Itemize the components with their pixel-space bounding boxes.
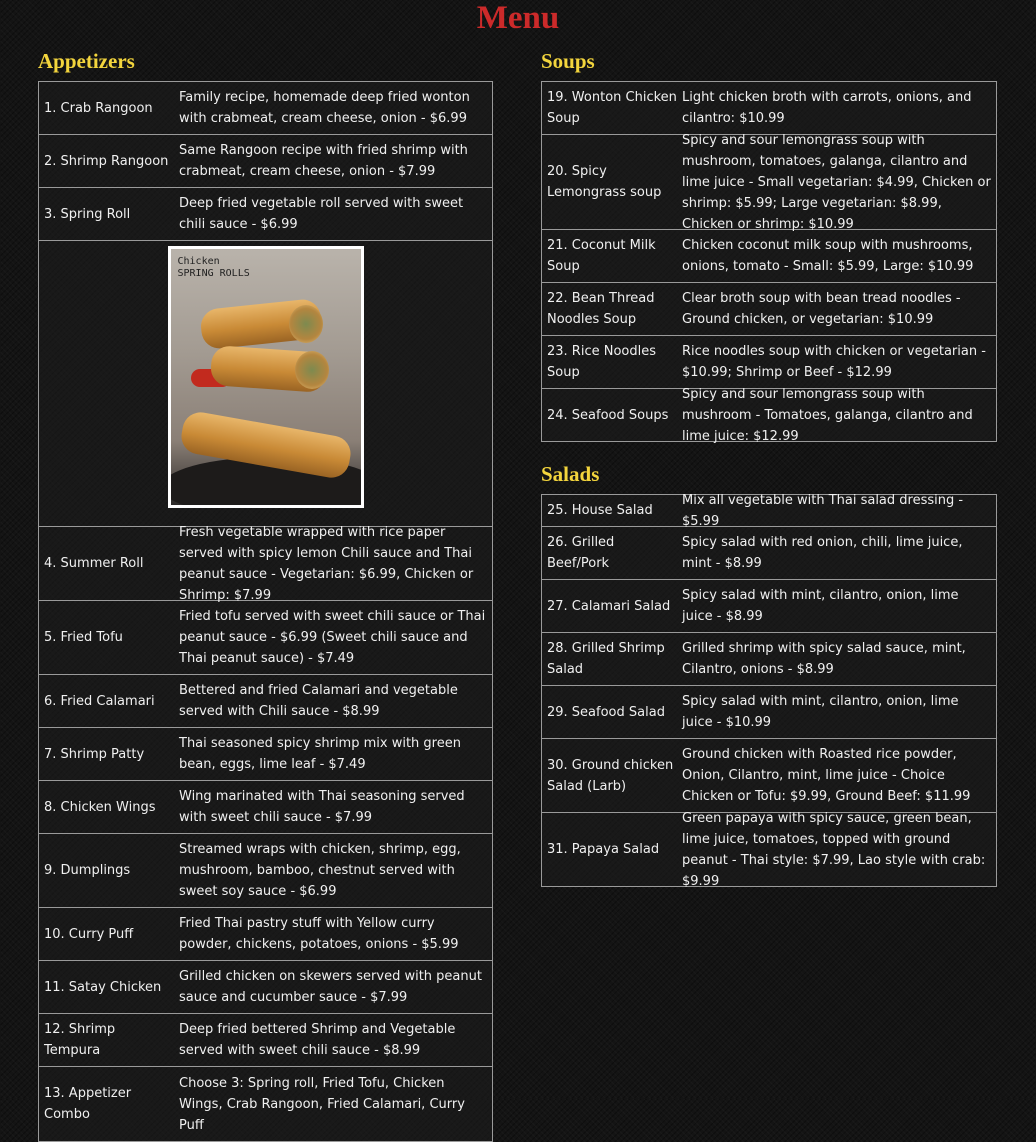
item-description: Mix all vegetable with Thai salad dressing - $5.99 (682, 492, 964, 529)
item-description: Bettered and fried Calamari and vegetable served with Chili sauce - $8.99 (179, 683, 458, 719)
item-description: Fried Thai pastry stuff with Yellow curry powder, chickens, potatoes, onions - $5.99 (179, 916, 459, 952)
menu-row (39, 961, 492, 1014)
item-name: 4. Summer Roll (44, 556, 144, 571)
item-name: 21. Coconut Milk Soup (547, 238, 656, 274)
menu-row (39, 781, 492, 834)
item-name: 1. Crab Rangoon (44, 100, 153, 116)
item-name: 6. Fried Calamari (44, 693, 155, 709)
item-description: Rice noodles soup with chicken or vegetarian - $10.99; Shrimp or Beef - $12.99 (682, 344, 986, 380)
roll-filling-shape (295, 351, 329, 389)
salads-heading: Salads (541, 462, 600, 486)
menu-row (39, 834, 492, 908)
item-name: 12. Shrimp Tempura (44, 1022, 116, 1058)
menu-row (542, 633, 996, 686)
roll-filling-shape (289, 305, 323, 343)
menu-row (39, 675, 492, 728)
item-name: 27. Calamari Salad (547, 598, 671, 614)
item-name: 7. Shrimp Patty (44, 746, 145, 762)
item-description: Spicy salad with mint, cilantro, onion, lime juice - $10.99 (682, 694, 959, 730)
spring-roll-photo-row (39, 241, 492, 527)
item-description: Clear broth soup with bean tread noodles - Ground chicken, or vegetarian: $10.99 (682, 291, 961, 327)
appetizers-heading: Appetizers (38, 49, 135, 73)
item-description: Streamed wraps with chicken, shrimp, egg, mushroom, bamboo, chestnut served with sweet soy sauce - $6.99 (179, 842, 461, 899)
appetizers-section (38, 46, 493, 1142)
spring-roll-photo (168, 246, 364, 508)
menu-row (39, 1014, 492, 1067)
item-description: Light chicken broth with carrots, onions, and cilantro: $10.99 (682, 90, 972, 126)
menu-row (39, 908, 492, 961)
appetizers-table (38, 81, 493, 1142)
item-name: 25. House Salad (547, 503, 653, 518)
item-description: Choose 3: Spring roll, Fried Tofu, Chicken Wings, Crab Rangoon, Fried Calamari, Curry Puff (179, 1075, 465, 1133)
item-name: 29. Seafood Salad (547, 704, 665, 720)
menu-row (39, 601, 492, 675)
menu-row (39, 1067, 492, 1141)
menu-row (542, 132, 996, 232)
menu-row (39, 188, 492, 241)
item-name: 10. Curry Puff (44, 926, 134, 942)
menu-row (542, 230, 996, 283)
item-name: 11. Satay Chicken (44, 979, 162, 995)
menu-row (542, 580, 996, 633)
menu-row (542, 336, 996, 389)
item-name: 3. Spring Roll (44, 206, 131, 222)
item-description: Deep fried vegetable roll served with sweet chili sauce - $6.99 (179, 196, 464, 232)
item-description: Fried tofu served with sweet chili sauce or Thai peanut sauce - $6.99 (Sweet chili sauce and Thai peanut sauce) - $7.49 (179, 609, 486, 666)
menu-row (542, 386, 996, 444)
item-description: Spicy and sour lemongrass soup with mushroom, tomatoes, galanga, cilantro and lime juice - Small vegetarian: $4.99, Chicken or shrimp: $5.99; Large vegetarian: $8.99, Chicken or shrimp: $10.99 (682, 132, 991, 232)
item-description: Grilled chicken on skewers served with peanut sauce and cucumber sauce - $7.99 (179, 969, 482, 1005)
item-name: 8. Chicken Wings (44, 799, 156, 815)
item-description: Chicken coconut milk soup with mushrooms, onions, tomato - Small: $5.99, Large: $10.99 (682, 238, 974, 274)
item-description: Ground chicken with Roasted rice powder, Onion, Cilantro, mint, lime juice - Choice Chicken or Tofu: $9.99, Ground Beef: $11.99 (682, 747, 971, 804)
photo-caption-line1: Chicken (177, 256, 220, 267)
item-name: 26. Grilled Beef/Pork (547, 535, 615, 571)
item-name: 5. Fried Tofu (44, 630, 123, 645)
menu-row (542, 527, 996, 580)
item-description: Fresh vegetable wrapped with rice paper served with spicy lemon Chili sauce and Thai peanut sauce - Vegetarian: $6.99, Chicken or Shrimp: $7.99 (179, 524, 474, 603)
item-name: 28. Grilled Shrimp Salad (547, 641, 665, 677)
item-name: 19. Wonton Chicken Soup (547, 90, 677, 126)
item-description: Spicy salad with red onion, chili, lime juice, mint - $8.99 (682, 535, 963, 571)
item-name: 30. Ground chicken Salad (Larb) (547, 757, 674, 794)
menu-row (39, 728, 492, 781)
item-name: 22. Bean Thread Noodles Soup (547, 291, 655, 327)
item-description: Deep fried bettered Shrimp and Vegetable served with sweet chili sauce - $8.99 (179, 1022, 456, 1058)
item-description: Grilled shrimp with spicy salad sauce, mint, Cilantro, onions - $8.99 (682, 641, 966, 677)
soups-heading: Soups (541, 49, 595, 73)
item-description: Wing marinated with Thai seasoning served with sweet chili sauce - $7.99 (179, 789, 465, 825)
item-name: 23. Rice Noodles Soup (547, 344, 656, 380)
item-description: Green papaya with spicy sauce, green bean, lime juice, tomatoes, topped with ground peanut - Thai style: $7.99, Lao style with crab: $9.99 (682, 810, 986, 889)
salads-table (541, 494, 997, 887)
soups-section (541, 46, 997, 887)
item-description: Family recipe, homemade deep fried wonton with crabmeat, cream cheese, onion - $6.99 (179, 90, 470, 126)
item-description: Same Rangoon recipe with fried shrimp with crabmeat, cream cheese, onion - $7.99 (179, 143, 468, 179)
item-description: Spicy and sour lemongrass soup with mushroom - Tomatoes, galanga, cilantro and lime juice: $12.99 (682, 386, 973, 444)
item-name: 20. Spicy Lemongrass soup (547, 164, 662, 200)
item-name: 31. Papaya Salad (547, 842, 660, 857)
menu-row (39, 82, 492, 135)
page-title: Menu (476, 0, 560, 36)
item-name: 9. Dumplings (44, 863, 131, 878)
menu-row (542, 492, 996, 529)
photo-caption-line2: SPRING ROLLS (177, 268, 250, 279)
menu-row (39, 135, 492, 188)
item-name: 13. Appetizer Combo (44, 1086, 132, 1122)
menu-row (542, 686, 996, 739)
item-name: 24. Seafood Soups (547, 407, 669, 423)
menu-row (542, 810, 996, 889)
menu-row (39, 524, 492, 603)
item-description: Spicy salad with mint, cilantro, onion, lime juice - $8.99 (682, 588, 959, 624)
item-name: 2. Shrimp Rangoon (44, 153, 169, 169)
photo-caption (178, 256, 250, 280)
menu-row (542, 739, 996, 813)
menu-row (542, 82, 996, 135)
soups-table (541, 81, 997, 442)
item-description: Thai seasoned spicy shrimp mix with green bean, eggs, lime leaf - $7.49 (179, 736, 461, 772)
menu-row (542, 283, 996, 336)
